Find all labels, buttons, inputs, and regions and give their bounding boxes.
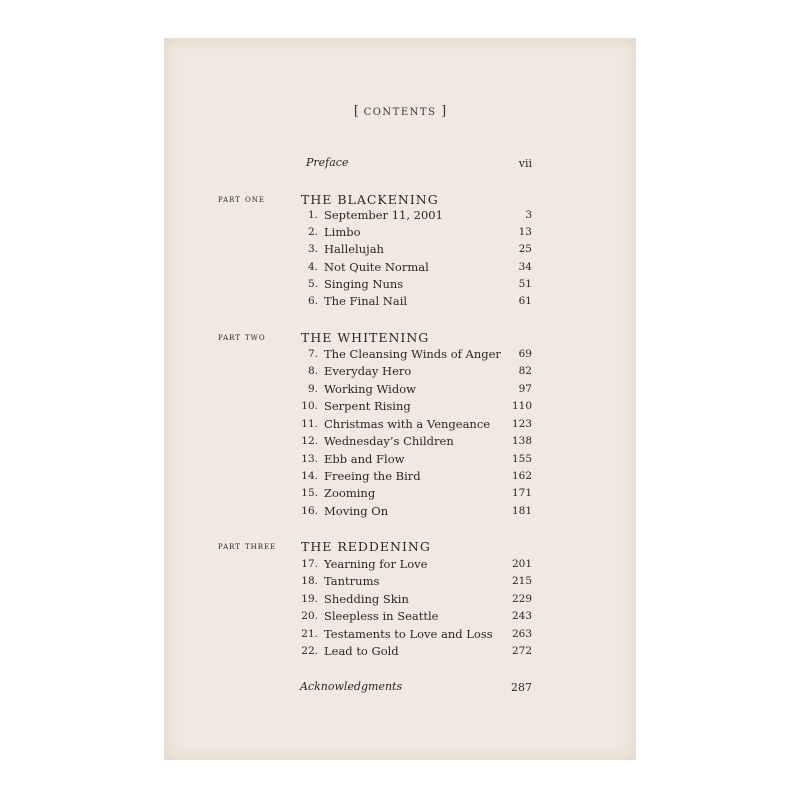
acknowledgments-page: 287 bbox=[511, 681, 532, 694]
chapter-page: 82 bbox=[518, 365, 532, 377]
chapter-page: 263 bbox=[511, 628, 532, 640]
preface-page: vii bbox=[518, 157, 532, 170]
chapter-number: 9. bbox=[307, 383, 318, 395]
chapter-title: Zooming bbox=[324, 486, 376, 500]
chapter-title: Not Quite Normal bbox=[324, 260, 429, 274]
chapter-number: 8. bbox=[307, 365, 318, 377]
chapter-number: 3. bbox=[307, 243, 318, 255]
book-page bbox=[164, 38, 636, 760]
chapter-page: 243 bbox=[511, 610, 532, 622]
chapter-number: 14. bbox=[301, 470, 318, 482]
chapter-number: 5. bbox=[307, 278, 318, 290]
part-one-label: part one bbox=[218, 194, 265, 205]
chapter-title: Christmas with a Vengeance bbox=[324, 417, 491, 431]
chapter-page: 215 bbox=[511, 575, 532, 587]
chapter-title: Everyday Hero bbox=[324, 364, 412, 378]
chapter-page: 61 bbox=[518, 295, 532, 307]
chapter-number: 17. bbox=[301, 558, 318, 570]
chapter-page: 34 bbox=[518, 261, 532, 273]
chapter-number: 10. bbox=[301, 400, 318, 412]
contents-label: CONTENTS bbox=[363, 107, 437, 118]
chapter-title: Lead to Gold bbox=[324, 644, 399, 658]
chapter-page: 51 bbox=[518, 278, 532, 290]
chapter-title: Ebb and Flow bbox=[324, 452, 405, 466]
chapter-page: 97 bbox=[518, 383, 532, 395]
chapter-page: 138 bbox=[511, 435, 532, 447]
chapter-page: 110 bbox=[511, 400, 532, 412]
part-three-label: part three bbox=[218, 541, 277, 552]
chapter-title: Serpent Rising bbox=[324, 399, 411, 413]
chapter-number: 12. bbox=[301, 435, 318, 447]
chapter-title: Working Widow bbox=[324, 382, 416, 396]
part-three-title: THE REDDENING bbox=[301, 539, 431, 554]
chapter-number: 19. bbox=[301, 593, 318, 605]
chapter-number: 18. bbox=[301, 575, 318, 587]
chapter-page: 155 bbox=[511, 453, 532, 465]
chapter-number: 11. bbox=[301, 418, 318, 430]
chapter-page: 162 bbox=[511, 470, 532, 482]
chapter-number: 6. bbox=[307, 295, 318, 307]
chapter-title: Singing Nuns bbox=[324, 277, 404, 291]
preface-title: Preface bbox=[306, 156, 349, 169]
chapter-page: 229 bbox=[511, 593, 532, 605]
chapter-title: Moving On bbox=[324, 504, 389, 518]
chapter-number: 2. bbox=[307, 226, 318, 238]
chapter-title: Testaments to Love and Loss bbox=[324, 627, 493, 641]
chapter-title: Sleepless in Seattle bbox=[324, 609, 439, 623]
chapter-page: 171 bbox=[511, 487, 532, 499]
part-two-title: THE WHITENING bbox=[301, 330, 430, 345]
close-bracket: ] bbox=[441, 104, 447, 119]
chapter-number: 1. bbox=[307, 209, 318, 221]
chapter-number: 16. bbox=[301, 505, 318, 517]
chapter-page: 3 bbox=[525, 209, 532, 221]
chapter-title: The Final Nail bbox=[324, 294, 408, 308]
chapter-number: 13. bbox=[301, 453, 318, 465]
chapter-number: 20. bbox=[301, 610, 318, 622]
acknowledgments-title: Acknowledgments bbox=[300, 680, 403, 693]
chapter-page: 123 bbox=[511, 418, 532, 430]
chapter-page: 272 bbox=[511, 645, 532, 657]
chapter-title: Shedding Skin bbox=[324, 592, 409, 606]
chapter-number: 4. bbox=[307, 261, 318, 273]
chapter-title: Tantrums bbox=[324, 574, 380, 588]
chapter-number: 7. bbox=[307, 348, 318, 360]
chapter-number: 22. bbox=[301, 645, 318, 657]
chapter-title: Freeing the Bird bbox=[324, 469, 421, 483]
chapter-title: Limbo bbox=[324, 225, 361, 239]
chapter-title: Hallelujah bbox=[324, 242, 384, 256]
chapter-page: 181 bbox=[511, 505, 532, 517]
chapter-number: 21. bbox=[301, 628, 318, 640]
chapter-title: The Cleansing Winds of Anger bbox=[324, 347, 501, 361]
open-bracket: [ bbox=[353, 104, 359, 119]
part-one-title: THE BLACKENING bbox=[301, 192, 439, 207]
contents-heading bbox=[164, 104, 636, 119]
chapter-title: September 11, 2001 bbox=[324, 208, 443, 222]
chapter-title: Yearning for Love bbox=[324, 557, 428, 571]
chapter-title: Wednesday’s Children bbox=[324, 434, 454, 448]
chapter-page: 25 bbox=[518, 243, 532, 255]
chapter-number: 15. bbox=[301, 487, 318, 499]
chapter-page: 13 bbox=[518, 226, 532, 238]
chapter-page: 69 bbox=[518, 348, 532, 360]
chapter-page: 201 bbox=[511, 558, 532, 570]
part-two-label: part two bbox=[218, 332, 266, 343]
